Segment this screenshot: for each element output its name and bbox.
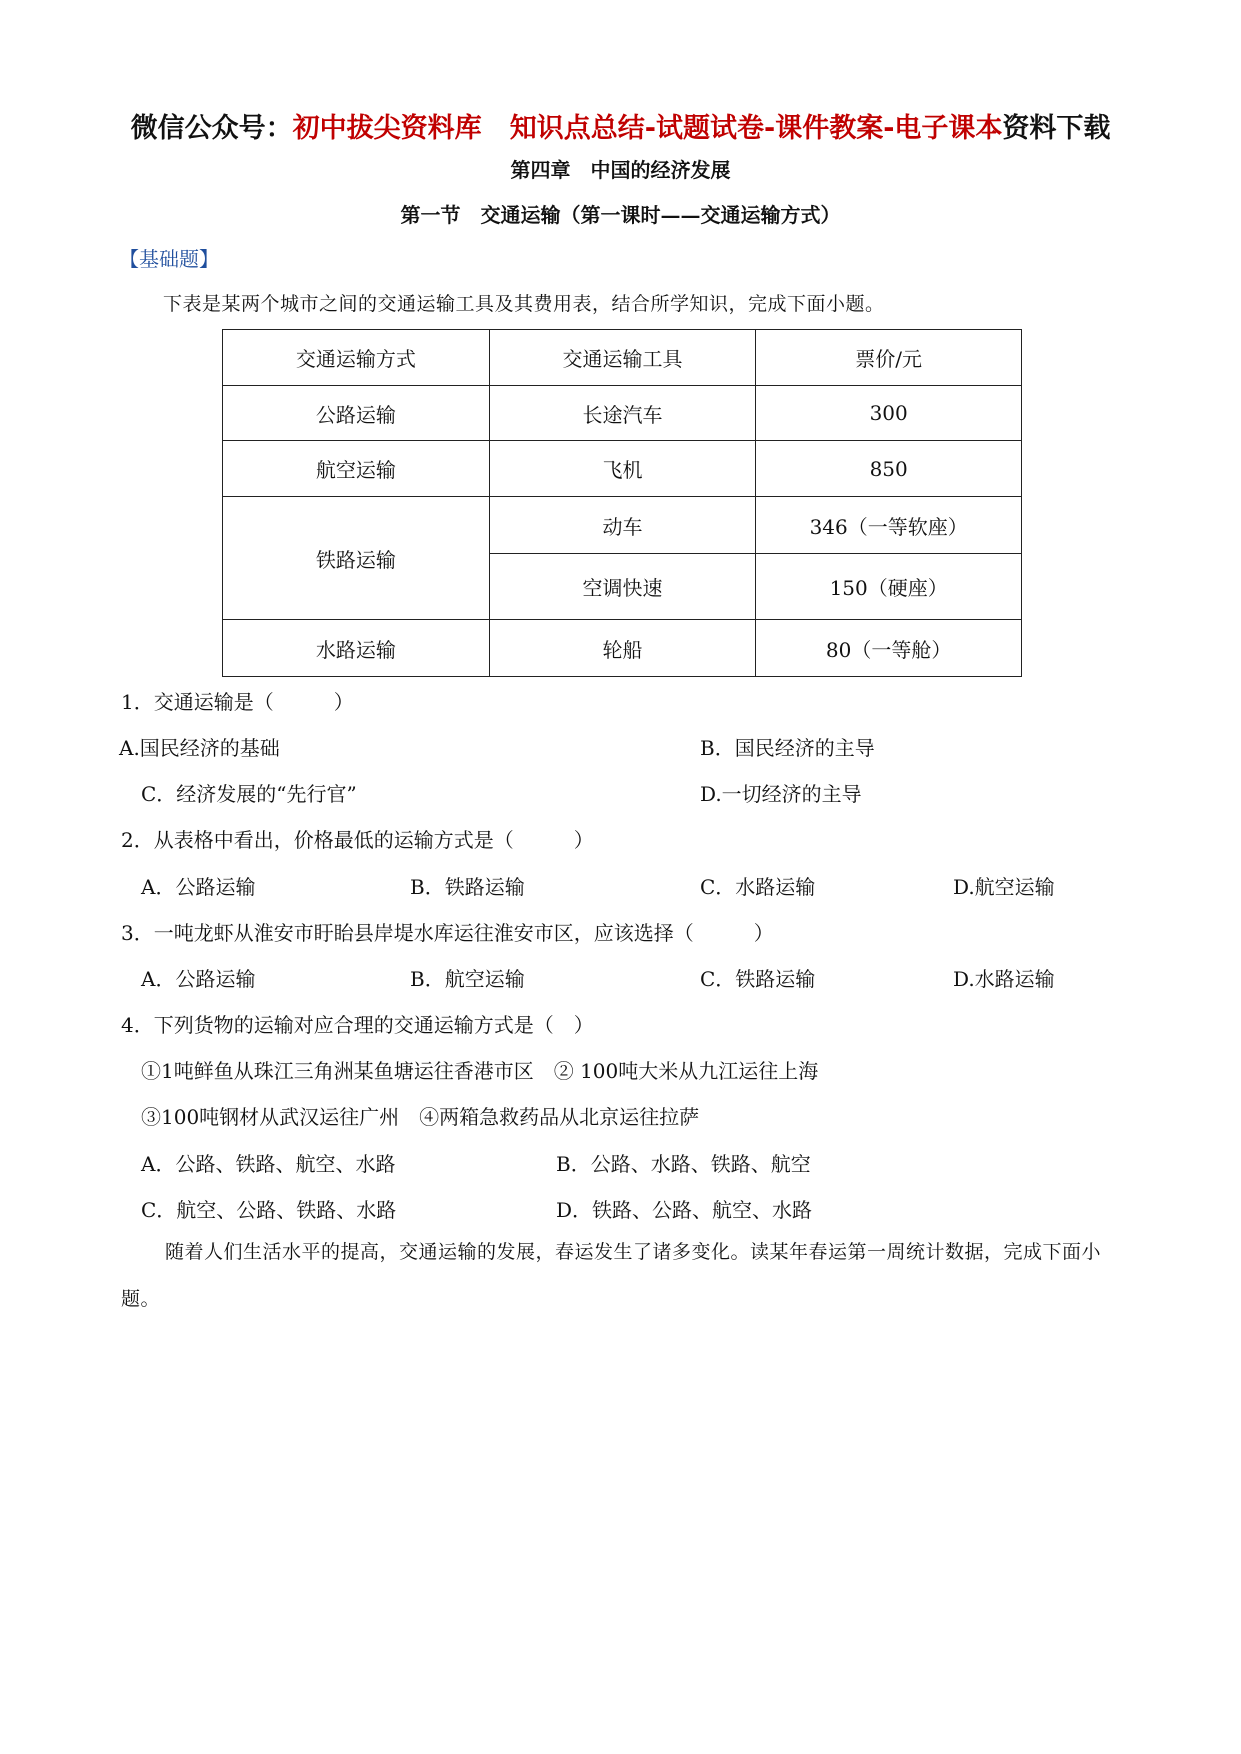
question-1-option-c: C．经济发展的“先行官” [141, 782, 357, 806]
table-row [223, 386, 1022, 441]
intro-text: 下表是某两个城市之间的交通运输工具及其费用表，结合所学知识，完成下面小题。 [163, 293, 885, 315]
table-cell-mode: 水路运输 [223, 620, 490, 677]
header-prefix: 微信公众号： [130, 113, 293, 144]
question-4-option-d: D．铁路、公路、航空、水路 [556, 1198, 813, 1222]
header-suffix: 资料下载 [1002, 113, 1111, 144]
table-row [223, 441, 1022, 497]
question-1-option-a: A.国民经济的基础 [119, 736, 280, 760]
question-4-option-b: B．公路、水路、铁路、航空 [556, 1152, 811, 1176]
chapter-title: 第四章 中国的经济发展 [510, 158, 731, 182]
question-3-option-c: C．铁路运输 [700, 967, 816, 991]
table-cell-mode: 公路运输 [223, 386, 490, 441]
table-cell-mode: 航空运输 [223, 441, 490, 497]
question-1-stem: 1．交通运输是（ ） [121, 690, 354, 714]
question-2-stem: 2．从表格中看出，价格最低的运输方式是（ ） [121, 828, 594, 852]
table-cell-price: 850 [756, 441, 1022, 497]
header-highlight: 初中拔尖资料库 知识点总结-试题试卷-课件教案-电子课本 [292, 113, 1003, 144]
question-4-option-c: C．航空、公路、铁路、水路 [141, 1198, 397, 1222]
page-header [0, 106, 1241, 145]
table-cell-tool: 空调快速 [489, 554, 756, 620]
table-cell-mode: 铁路运输 [223, 497, 490, 620]
table-header-row [223, 330, 1022, 386]
fare-table [222, 329, 1022, 677]
table-cell-tool: 飞机 [489, 441, 756, 497]
table-cell-tool: 轮船 [489, 620, 756, 677]
question-4-item-1: ①1吨鲜鱼从珠江三角洲某鱼塘运往香港市区 ② 100吨大米从九江运往上海 [141, 1059, 819, 1083]
question-3-option-b: B．航空运输 [410, 967, 525, 991]
closing-paragraph: 随着人们生活水平的提高，交通运输的发展，春运发生了诸多变化。读某年春运第一周统计数据，完成下面小题。 [121, 1241, 1102, 1310]
question-2-option-a: A．公路运输 [141, 875, 256, 899]
level-tag: 【基础题】 [119, 247, 219, 271]
question-2-option-b: B．铁路运输 [410, 875, 525, 899]
question-3-option-d: D.水路运输 [953, 967, 1055, 991]
question-2-option-d: D.航空运输 [953, 875, 1055, 899]
question-1-option-d: D.一切经济的主导 [700, 782, 862, 806]
table-cell-price: 150（硬座） [756, 554, 1022, 620]
table-row [223, 620, 1022, 677]
question-4-stem: 4．下列货物的运输对应合理的交通运输方式是（ ） [121, 1013, 594, 1037]
question-4-option-a: A．公路、铁路、航空、水路 [141, 1152, 396, 1176]
question-2-option-c: C．水路运输 [700, 875, 816, 899]
table-cell-price: 346（一等软座） [756, 497, 1022, 554]
table-header-cell: 交通运输方式 [223, 330, 490, 386]
table-header-cell: 票价/元 [756, 330, 1022, 386]
question-4-item-2: ③100吨钢材从武汉运往广州 ④两箱急救药品从北京运往拉萨 [141, 1105, 700, 1129]
table-cell-price: 80（一等舱） [756, 620, 1022, 677]
table-cell-price: 300 [756, 386, 1022, 441]
table-cell-tool: 动车 [489, 497, 756, 554]
question-3-stem: 3．一吨龙虾从淮安市盱眙县岸堤水库运往淮安市区，应该选择（ ） [121, 921, 774, 945]
table-header-cell: 交通运输工具 [489, 330, 756, 386]
section-title: 第一节 交通运输（第一课时——交通运输方式） [400, 203, 841, 227]
question-1-option-b: B．国民经济的主导 [700, 736, 875, 760]
table-cell-tool: 长途汽车 [489, 386, 756, 441]
table-row [223, 497, 1022, 554]
question-3-option-a: A．公路运输 [141, 967, 256, 991]
